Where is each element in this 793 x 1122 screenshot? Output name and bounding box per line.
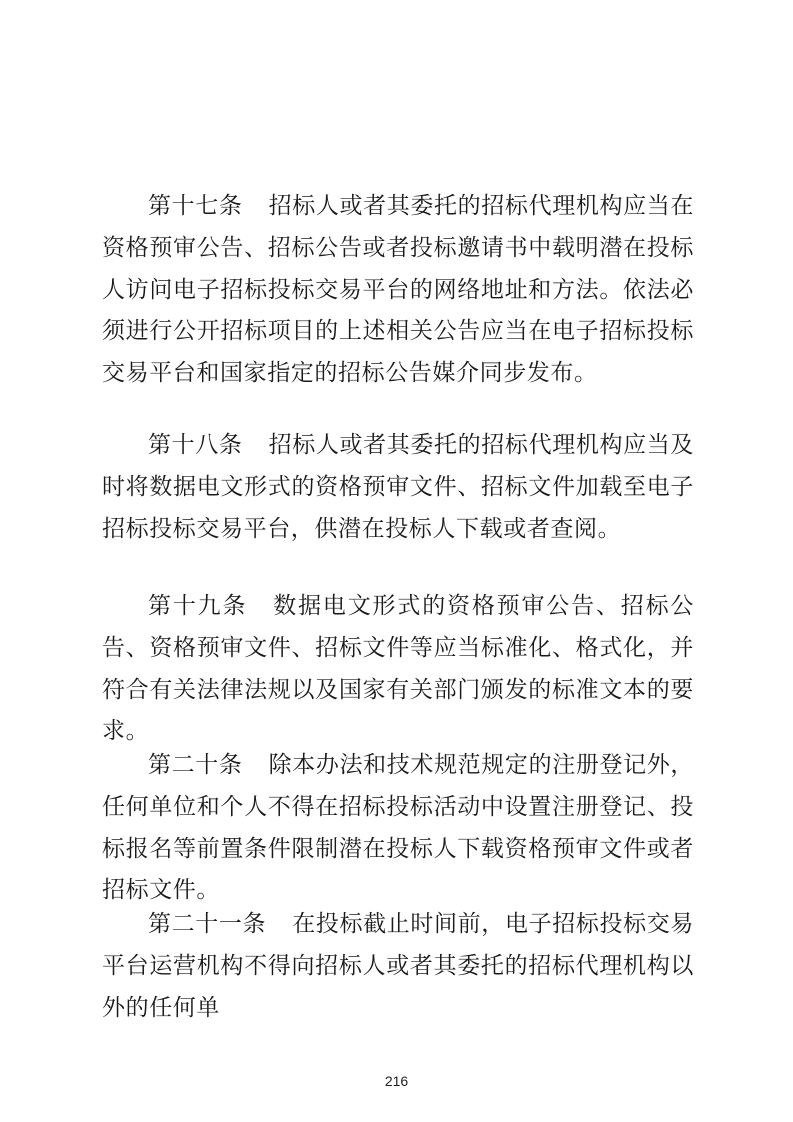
article-19-text: 数据电文形式的资格预审公告、招标公告、资格预审文件、招标文件等应当标准化、格式化，并符合有关法律法规以及国家有关部门颁发的标准文本的要求。	[102, 593, 694, 745]
article-21	[102, 904, 694, 1029]
article-17	[102, 186, 694, 395]
article-21-number: 第二十一条	[148, 911, 267, 937]
article-17-number: 第十七条	[148, 193, 243, 219]
article-20-number: 第二十条	[148, 752, 243, 778]
article-19-number: 第十九条	[148, 593, 248, 619]
article-20-text: 除本办法和技术规范规定的注册登记外，任何单位和个人不得在招标投标活动中设置注册登记、投标报名等前置条件限制潜在投标人下载资格预审文件或者招标文件。	[102, 752, 694, 904]
article-19	[102, 586, 694, 753]
page-number: 216	[384, 1073, 409, 1089]
article-18-number: 第十八条	[148, 432, 243, 458]
article-17-text: 招标人或者其委托的招标代理机构应当在资格预审公告、招标公告或者投标邀请书中载明潜在投标人访问电子招标投标交易平台的网络地址和方法。依法必须进行公开招标项目的上述相关公告应当在电子招标投标交易平台和国家指定的招标公告媒介同步发布。	[102, 193, 694, 387]
article-20	[102, 745, 694, 912]
article-18-text: 招标人或者其委托的招标代理机构应当及时将数据电文形式的资格预审文件、招标文件加载至电子招标投标交易平台，供潜在投标人下载或者查阅。	[102, 432, 694, 542]
article-21-text: 在投标截止时间前，电子招标投标交易平台运营机构不得向招标人或者其委托的招标代理机构以外的任何单	[102, 911, 695, 1021]
article-18	[102, 425, 694, 550]
